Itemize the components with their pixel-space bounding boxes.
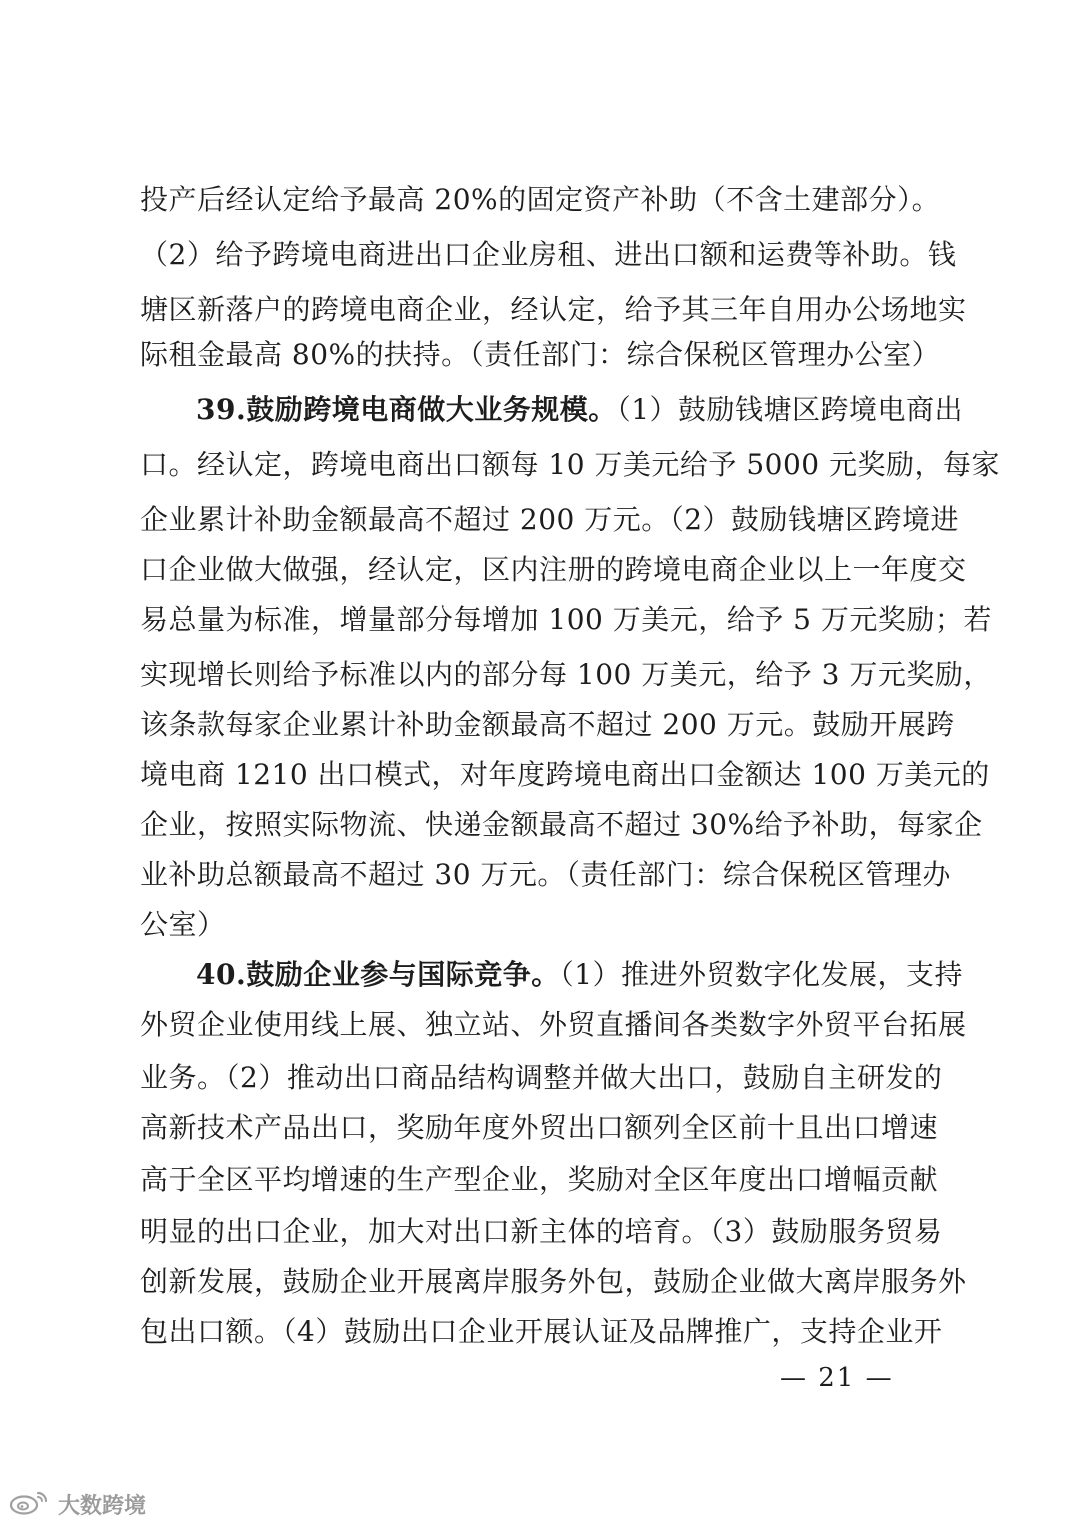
paragraph-line: 企业，按照实际物流、快递金额最高不超过 30%给予补助，每家企 bbox=[140, 808, 983, 841]
article-39-text: （1）鼓励钱塘区跨境电商出 bbox=[616, 393, 964, 426]
paragraph-line: 易总量为标准，增量部分每增加 100 万美元，给予 5 万元奖励；若 bbox=[140, 603, 992, 636]
paragraph-line: 塘区新落户的跨境电商企业，经认定，给予其三年自用办公场地实 bbox=[140, 293, 967, 326]
paragraph-line: 明显的出口企业，加大对出口新主体的培育。（3）鼓励服务贸易 bbox=[140, 1215, 943, 1248]
article-39-heading: 39.鼓励跨境电商做大业务规模。 bbox=[196, 393, 617, 426]
paragraph-line: 包出口额。（4）鼓励出口企业开展认证及品牌推广，支持企业开 bbox=[140, 1315, 943, 1348]
article-40-text: （1）推进外贸数字化发展，支持 bbox=[559, 958, 964, 991]
paragraph-line: 业补助总额最高不超过 30 万元。（责任部门：综合保税区管理办 bbox=[140, 858, 951, 891]
paragraph-line: 公室） bbox=[140, 908, 226, 941]
paragraph-line: 高新技术产品出口，奖励年度外贸出口额列全区前十且出口增速 bbox=[140, 1111, 939, 1144]
paragraph-line: 该条款每家企业累计补助金额最高不超过 200 万元。鼓励开展跨 bbox=[140, 708, 955, 741]
weibo-logo-icon bbox=[8, 1489, 52, 1519]
paragraph-line: 业务。（2）推动出口商品结构调整并做大出口，鼓励自主研发的 bbox=[140, 1061, 943, 1094]
paragraph-line: （2）给予跨境电商进出口企业房租、进出口额和运费等补助。钱 bbox=[140, 238, 957, 271]
paragraph-line: 口。经认定，跨境电商出口额每 10 万美元给予 5000 元奖励，每家 bbox=[140, 448, 1000, 481]
watermark bbox=[8, 1486, 146, 1522]
paragraph-line: 高于全区平均增速的生产型企业，奖励对全区年度出口增幅贡献 bbox=[140, 1163, 939, 1196]
paragraph-line: 实现增长则给予标准以内的部分每 100 万美元，给予 3 万元奖励， bbox=[140, 658, 992, 691]
paragraph-line: 企业累计补助金额最高不超过 200 万元。（2）鼓励钱塘区跨境进 bbox=[140, 503, 960, 536]
article-39-line bbox=[196, 390, 964, 430]
paragraph-line: 际租金最高 80%的扶持。（责任部门：综合保税区管理办公室） bbox=[140, 338, 941, 371]
paragraph-line: 境电商 1210 出口模式，对年度跨境电商出口金额达 100 万美元的 bbox=[140, 758, 990, 791]
paragraph-line: 投产后经认定给予最高 20%的固定资产补助（不含土建部分）。 bbox=[140, 183, 941, 216]
page-number: — 21 — bbox=[780, 1363, 894, 1393]
paragraph-line: 口企业做大做强，经认定，区内注册的跨境电商企业以上一年度交 bbox=[140, 553, 967, 586]
article-40-line bbox=[196, 955, 964, 995]
watermark-text: 大数跨境 bbox=[58, 1493, 147, 1519]
paragraph-line: 外贸企业使用线上展、独立站、外贸直播间各类数字外贸平台拓展 bbox=[140, 1008, 967, 1041]
paragraph-line: 创新发展，鼓励企业开展离岸服务外包，鼓励企业做大离岸服务外 bbox=[140, 1265, 967, 1298]
article-40-heading: 40.鼓励企业参与国际竞争。 bbox=[196, 958, 560, 991]
